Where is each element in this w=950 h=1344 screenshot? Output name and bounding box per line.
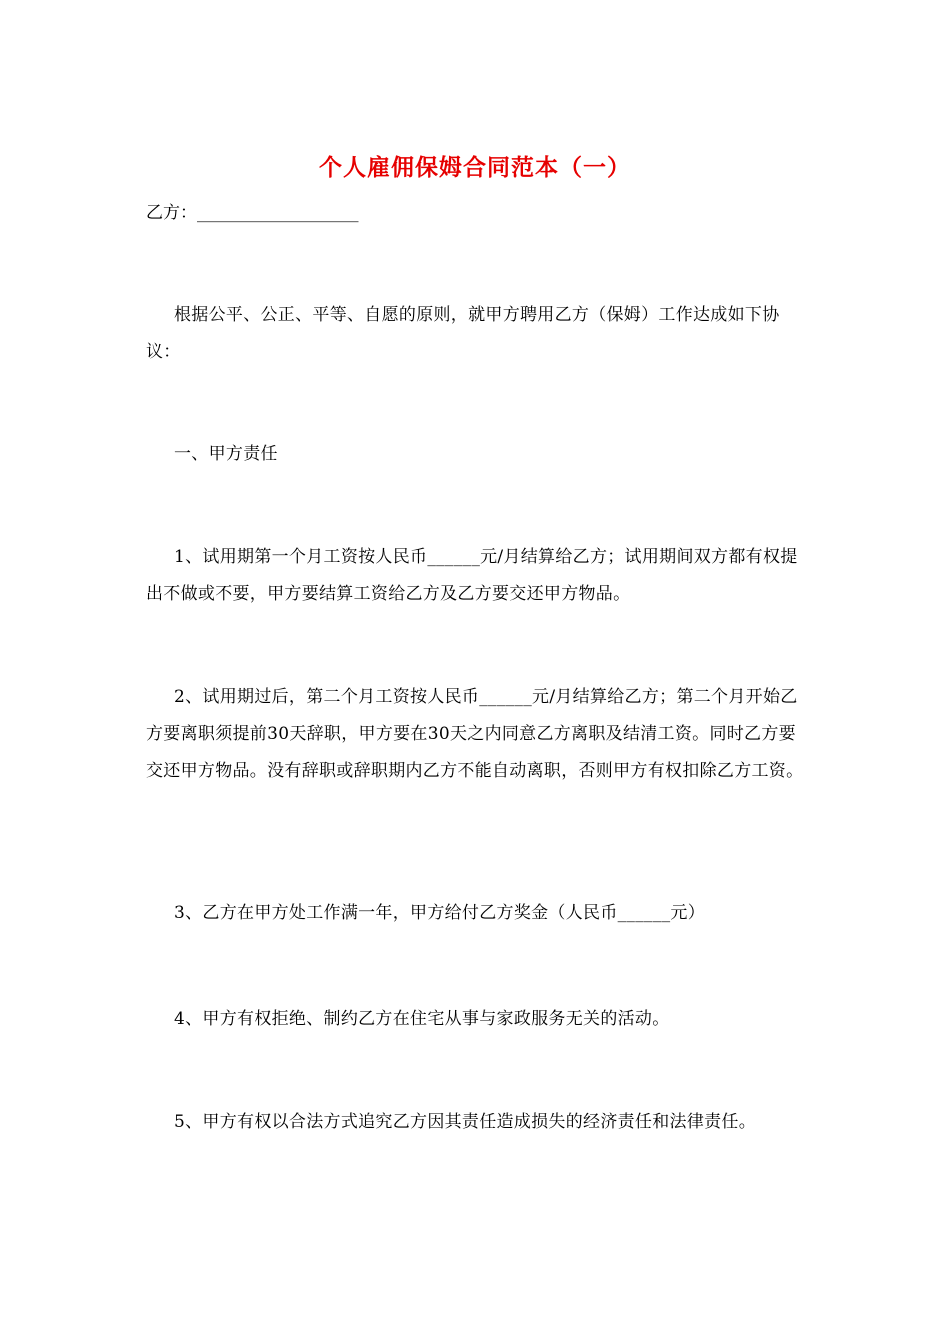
clause-4: 4、甲方有权拒绝、制约乙方在住宅从事与家政服务无关的活动。: [174, 1009, 670, 1029]
clause-1: 1、试用期第一个月工资按人民币______元/月结算给乙方；试用期间双方都有权提出不做或不要，甲方要结算工资给乙方及乙方要交还甲方物品。: [146, 547, 798, 604]
party-b-line: 乙方：___________________: [146, 203, 359, 223]
intro-paragraph: 根据公平、公正、平等、自愿的原则，就甲方聘用乙方（保姆）工作达成如下协议：: [146, 305, 780, 362]
clause-2: 2、试用期过后，第二个月工资按人民币______元/月结算给乙方；第二个月开始乙方要离职须提前30天辞职，甲方要在30天之内同意乙方离职及结清工资。同时乙方要交还甲方物品。没有辞职或辞职期内乙方不能自动离职，否则甲方有权扣除乙方工资。: [146, 687, 804, 781]
clause-5: 5、甲方有权以合法方式追究乙方因其责任造成损失的经济责任和法律责任。: [174, 1112, 757, 1132]
clause-3: 3、乙方在甲方处工作满一年，甲方给付乙方奖金（人民币______元）: [174, 903, 706, 923]
section-heading-party-a-duties: 一、甲方责任: [174, 444, 278, 464]
document-title: 个人雇佣保姆合同范本（一）: [319, 154, 631, 181]
